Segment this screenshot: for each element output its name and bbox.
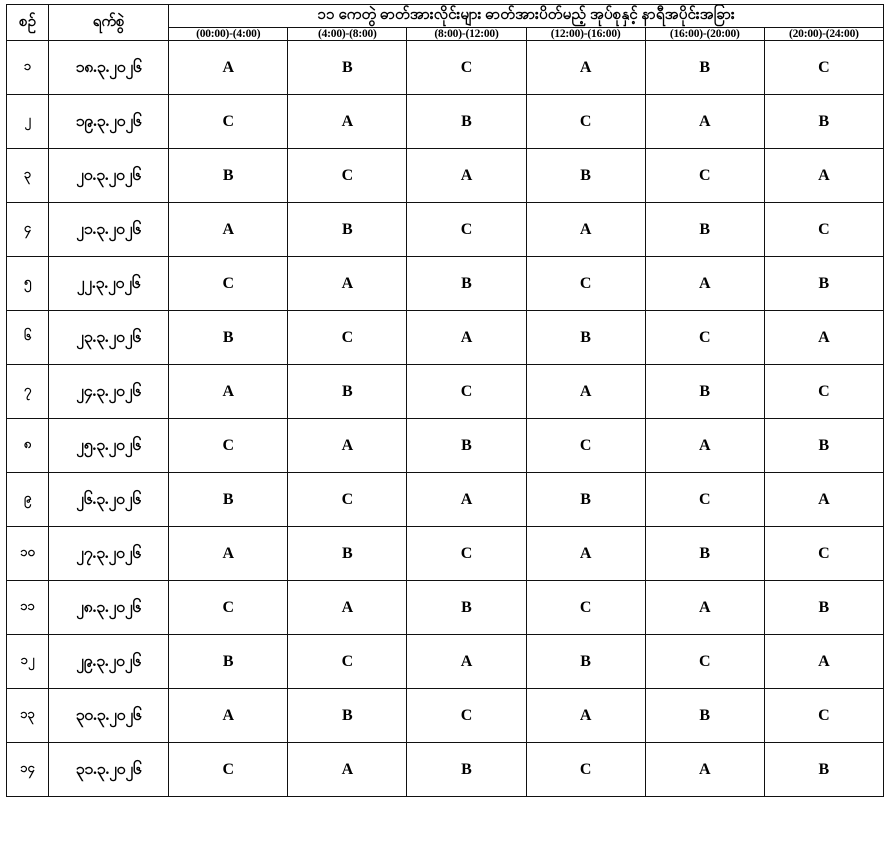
cell-date: ၂၁.၃.၂၀၂၆ [49, 203, 169, 257]
column-header-serial: စဉ် [7, 5, 49, 41]
table-header [7, 5, 884, 41]
cell-date: ၃၁.၃.၂၀၂၆ [49, 743, 169, 797]
column-header-slot-2: (4:00)-(8:00) [288, 28, 407, 41]
column-header-slot-3: (8:00)-(12:00) [407, 28, 526, 41]
cell-group-slot-1: B [169, 473, 288, 527]
cell-serial: ၁ [7, 41, 49, 95]
cell-group-slot-4: B [526, 149, 645, 203]
cell-group-slot-6: C [764, 365, 883, 419]
cell-group-slot-1: B [169, 149, 288, 203]
cell-group-slot-4: A [526, 41, 645, 95]
cell-group-slot-5: C [645, 635, 764, 689]
cell-group-slot-5: A [645, 419, 764, 473]
cell-group-slot-4: C [526, 581, 645, 635]
cell-serial: ၇ [7, 365, 49, 419]
table-row [7, 419, 884, 473]
cell-group-slot-4: B [526, 473, 645, 527]
cell-group-slot-2: C [288, 635, 407, 689]
cell-serial: ၈ [7, 419, 49, 473]
cell-group-slot-3: B [407, 743, 526, 797]
cell-group-slot-2: B [288, 527, 407, 581]
cell-group-slot-6: C [764, 203, 883, 257]
cell-group-slot-2: B [288, 203, 407, 257]
table-row [7, 743, 884, 797]
cell-group-slot-1: C [169, 743, 288, 797]
cell-date: ၂၉.၃.၂၀၂၆ [49, 635, 169, 689]
cell-date: ၂၄.၃.၂၀၂၆ [49, 365, 169, 419]
cell-group-slot-1: C [169, 257, 288, 311]
column-header-slot-4: (12:00)-(16:00) [526, 28, 645, 41]
cell-group-slot-6: B [764, 257, 883, 311]
cell-serial: ၄ [7, 203, 49, 257]
cell-group-slot-5: A [645, 257, 764, 311]
cell-group-slot-6: A [764, 473, 883, 527]
cell-group-slot-1: C [169, 419, 288, 473]
cell-group-slot-5: B [645, 527, 764, 581]
cell-group-slot-4: A [526, 365, 645, 419]
cell-group-slot-1: A [169, 365, 288, 419]
cell-group-slot-1: B [169, 635, 288, 689]
table-row [7, 95, 884, 149]
cell-group-slot-5: B [645, 203, 764, 257]
cell-group-slot-2: B [288, 365, 407, 419]
cell-date: ၂၀.၃.၂၀၂၆ [49, 149, 169, 203]
table-row [7, 257, 884, 311]
cell-group-slot-3: C [407, 527, 526, 581]
cell-group-slot-5: B [645, 41, 764, 95]
cell-serial: ၅ [7, 257, 49, 311]
table-row [7, 581, 884, 635]
column-header-slot-6: (20:00)-(24:00) [764, 28, 883, 41]
column-header-group-title: ၁၁ ကေတွဲ ဓာတ်အားလိုင်းများ ဓာတ်အားပိတ်မည့် အုပ်စုနှင့် နာရီအပိုင်းအခြား [169, 5, 884, 28]
cell-group-slot-4: A [526, 527, 645, 581]
cell-group-slot-5: A [645, 581, 764, 635]
cell-group-slot-3: B [407, 419, 526, 473]
cell-group-slot-2: A [288, 95, 407, 149]
table-row [7, 689, 884, 743]
cell-group-slot-2: A [288, 257, 407, 311]
table-row [7, 365, 884, 419]
cell-group-slot-6: B [764, 419, 883, 473]
cell-group-slot-4: C [526, 743, 645, 797]
cell-group-slot-2: B [288, 689, 407, 743]
cell-group-slot-2: B [288, 41, 407, 95]
table-row [7, 527, 884, 581]
cell-group-slot-2: A [288, 743, 407, 797]
cell-group-slot-6: B [764, 581, 883, 635]
table-body [7, 41, 884, 797]
cell-serial: ၂ [7, 95, 49, 149]
column-header-slot-5: (16:00)-(20:00) [645, 28, 764, 41]
cell-group-slot-4: C [526, 257, 645, 311]
cell-group-slot-4: C [526, 419, 645, 473]
cell-group-slot-1: A [169, 527, 288, 581]
cell-date: ၃၀.၃.၂၀၂၆ [49, 689, 169, 743]
cell-group-slot-6: A [764, 149, 883, 203]
table-row [7, 41, 884, 95]
cell-group-slot-3: A [407, 311, 526, 365]
cell-group-slot-5: B [645, 365, 764, 419]
table-row [7, 635, 884, 689]
cell-group-slot-3: A [407, 473, 526, 527]
cell-group-slot-2: C [288, 311, 407, 365]
cell-serial: ၁၁ [7, 581, 49, 635]
cell-group-slot-4: A [526, 689, 645, 743]
cell-group-slot-5: B [645, 689, 764, 743]
table-row [7, 473, 884, 527]
cell-serial: ၁၀ [7, 527, 49, 581]
cell-serial: ၉ [7, 473, 49, 527]
cell-group-slot-5: C [645, 473, 764, 527]
cell-group-slot-3: C [407, 203, 526, 257]
cell-group-slot-6: C [764, 689, 883, 743]
cell-group-slot-1: C [169, 581, 288, 635]
table-row [7, 203, 884, 257]
cell-group-slot-6: A [764, 311, 883, 365]
cell-group-slot-3: B [407, 581, 526, 635]
cell-date: ၁၈.၃.၂၀၂၆ [49, 41, 169, 95]
cell-date: ၁၉.၃.၂၀၂၆ [49, 95, 169, 149]
cell-group-slot-4: B [526, 311, 645, 365]
cell-group-slot-1: A [169, 689, 288, 743]
cell-group-slot-6: C [764, 41, 883, 95]
cell-group-slot-1: A [169, 203, 288, 257]
cell-group-slot-5: C [645, 149, 764, 203]
cell-group-slot-3: B [407, 257, 526, 311]
table-header-row-top [7, 5, 884, 28]
cell-date: ၂၅.၃.၂၀၂၆ [49, 419, 169, 473]
cell-group-slot-1: B [169, 311, 288, 365]
cell-group-slot-5: A [645, 95, 764, 149]
cell-group-slot-6: A [764, 635, 883, 689]
column-header-slot-1: (00:00)-(4:00) [169, 28, 288, 41]
cell-date: ၂၃.၃.၂၀၂၆ [49, 311, 169, 365]
cell-group-slot-4: B [526, 635, 645, 689]
cell-serial: ၁၄ [7, 743, 49, 797]
cell-group-slot-1: C [169, 95, 288, 149]
cell-date: ၂၂.၃.၂၀၂၆ [49, 257, 169, 311]
cell-group-slot-1: A [169, 41, 288, 95]
cell-group-slot-2: A [288, 419, 407, 473]
cell-date: ၂၈.၃.၂၀၂၆ [49, 581, 169, 635]
column-header-date: ရက်စွဲ [49, 5, 169, 41]
cell-group-slot-6: B [764, 95, 883, 149]
cell-serial: ၃ [7, 149, 49, 203]
cell-group-slot-6: B [764, 743, 883, 797]
table-row [7, 311, 884, 365]
cell-date: ၂၇.၃.၂၀၂၆ [49, 527, 169, 581]
cell-date: ၂၆.၃.၂၀၂၆ [49, 473, 169, 527]
cell-group-slot-6: C [764, 527, 883, 581]
cell-serial: ၁၃ [7, 689, 49, 743]
cell-group-slot-3: A [407, 149, 526, 203]
cell-group-slot-3: C [407, 41, 526, 95]
cell-group-slot-3: B [407, 95, 526, 149]
cell-group-slot-4: C [526, 95, 645, 149]
cell-serial: ၁၂ [7, 635, 49, 689]
cell-group-slot-5: C [645, 311, 764, 365]
cell-group-slot-4: A [526, 203, 645, 257]
cell-group-slot-2: C [288, 473, 407, 527]
cell-group-slot-2: C [288, 149, 407, 203]
power-outage-schedule-table [6, 4, 884, 797]
table-row [7, 149, 884, 203]
cell-group-slot-5: A [645, 743, 764, 797]
cell-group-slot-3: A [407, 635, 526, 689]
cell-group-slot-3: C [407, 689, 526, 743]
cell-group-slot-2: A [288, 581, 407, 635]
cell-group-slot-3: C [407, 365, 526, 419]
cell-serial: ၆ [7, 311, 49, 365]
